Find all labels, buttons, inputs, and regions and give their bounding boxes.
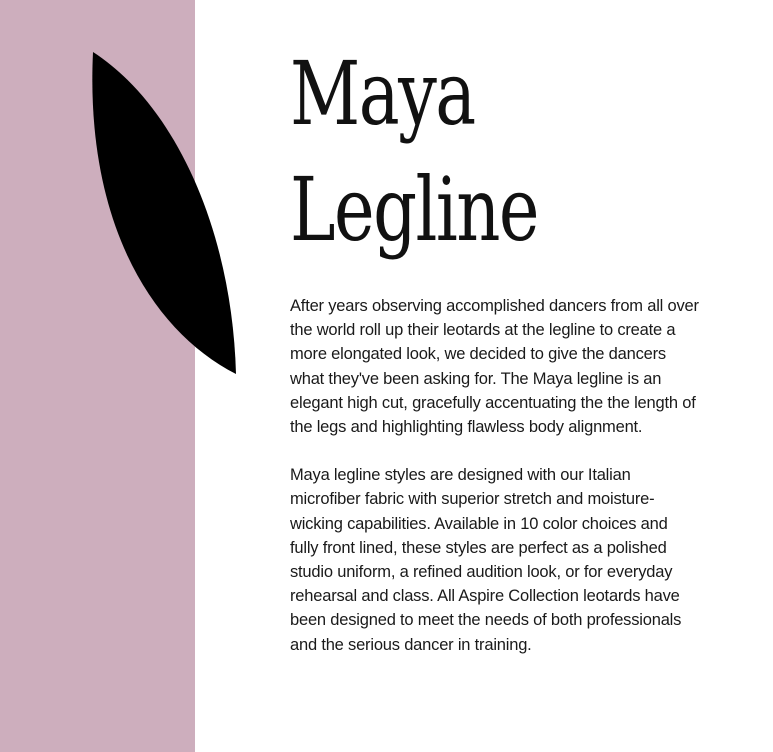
side-color-band: [0, 0, 195, 752]
description: [290, 294, 700, 657]
paragraph-1: After years observing accomplished dancers from all over the world roll up their leotards at the legline to create a more elongated look, we decided to give the dancers what they've been asking for. The Maya legline is an elegant high cut, gracefully accentuating the the length of the legs and highlighting flawless body alignment.: [290, 297, 699, 437]
title-line-1: Maya: [290, 42, 475, 145]
title-line-2: Legline: [290, 158, 538, 261]
page-title: [290, 36, 538, 268]
paragraph-2: Maya legline styles are designed with our Italian microfiber fabric with superior stretch and moisture-wicking capabilities. Available in 10 color choices and fully front lined, these styles are perfect as a polished studio uniform, a refined audition look, or for everyday rehearsal and class. All Aspire Collection leotards have been designed to meet the needs of both professionals and the serious dancer in training.: [290, 466, 682, 654]
